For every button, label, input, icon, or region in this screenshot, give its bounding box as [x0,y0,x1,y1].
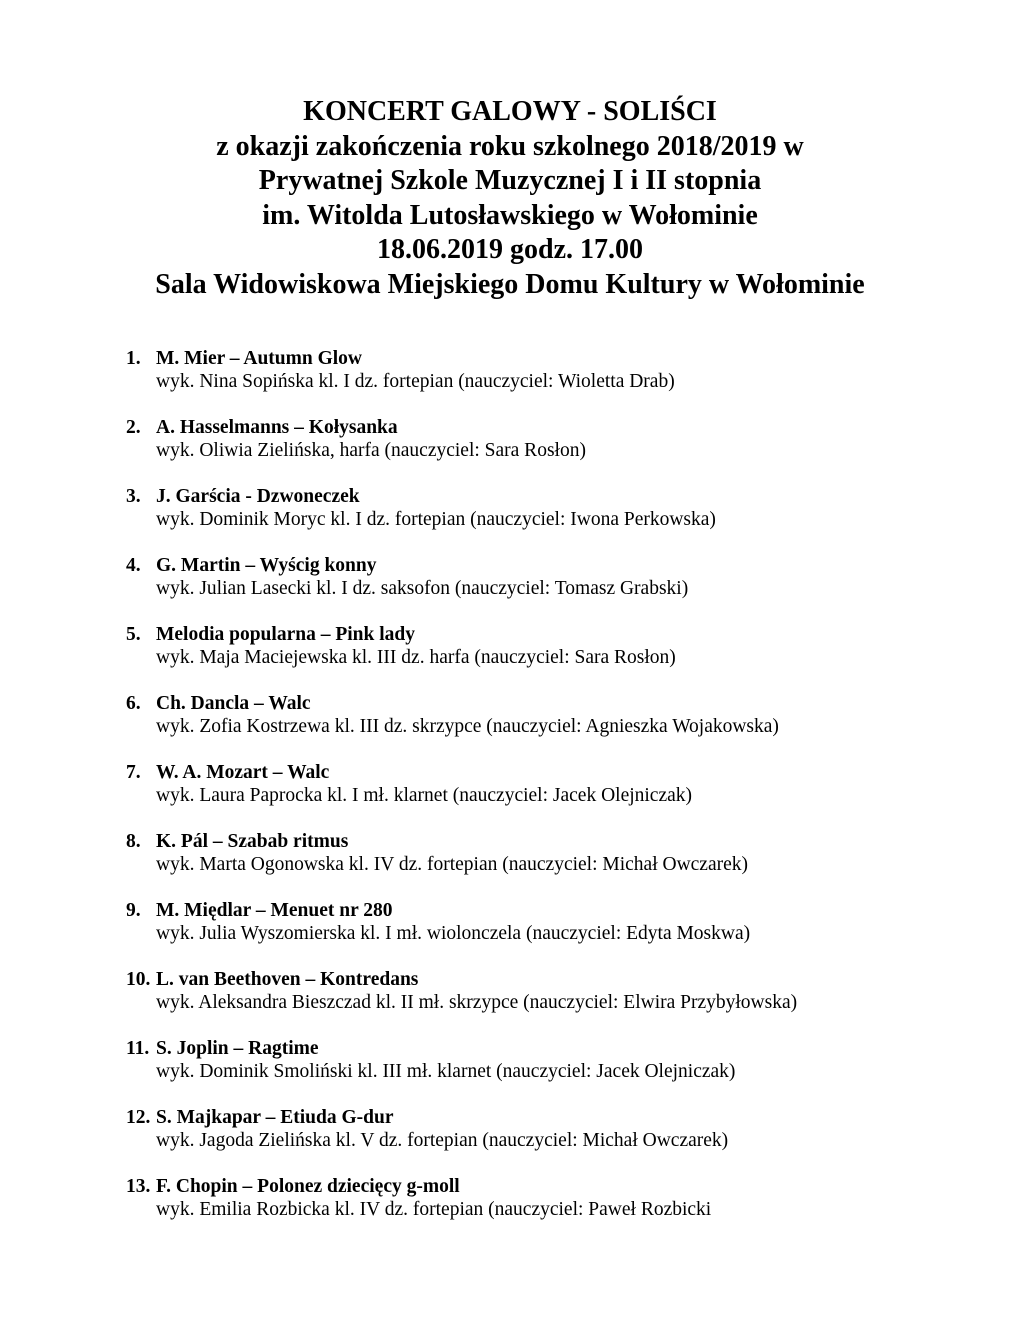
program-item [126,554,986,623]
item-number: 4. [126,555,141,576]
concert-header [0,95,1020,302]
item-performer: wyk. Julian Lasecki kl. I dz. saksofon (nauczyciel: Tomasz Grabski) [156,578,689,599]
program-item [126,1106,986,1175]
item-title: J. Garścia - Dzwoneczek [156,486,360,507]
program-item [126,485,986,554]
item-title: W. A. Mozart – Walc [156,762,330,783]
item-title: G. Martin – Wyścig konny [156,555,377,576]
item-title: M. Mier – Autumn Glow [156,348,363,369]
item-title: F. Chopin – Polonez dziecięcy g-moll [156,1176,460,1197]
item-number: 12. [126,1107,151,1128]
program-item [126,968,986,1037]
item-title: S. Joplin – Ragtime [156,1038,319,1059]
item-title: Ch. Dancla – Walc [156,693,311,714]
item-performer: wyk. Maja Maciejewska kl. III dz. harfa (nauczyciel: Sara Rosłon) [156,647,676,668]
item-performer: wyk. Aleksandra Bieszczad kl. II mł. skrzypce (nauczyciel: Elwira Przybyłowska) [156,992,798,1013]
item-performer: wyk. Julia Wyszomierska kl. I mł. wiolonczela (nauczyciel: Edyta Moskwa) [156,923,751,944]
item-title: Melodia popularna – Pink lady [156,624,415,645]
program-item [126,692,986,761]
item-title: A. Hasselmanns – Kołysanka [156,417,398,438]
item-number: 9. [126,900,141,921]
program-list [126,347,986,1244]
item-title: L. van Beethoven – Kontredans [156,969,419,990]
item-number: 6. [126,693,141,714]
program-item [126,347,986,416]
header-date-time: 18.06.2019 godz. 17.00 [377,234,643,265]
item-title: K. Pál – Szabab ritmus [156,831,349,852]
item-performer: wyk. Emilia Rozbicka kl. IV dz. fortepian (nauczyciel: Paweł Rozbicki [156,1199,712,1220]
item-performer: wyk. Laura Paprocka kl. I mł. klarnet (nauczyciel: Jacek Olejniczak) [156,785,693,806]
item-number: 2. [126,417,141,438]
item-performer: wyk. Dominik Moryc kl. I dz. fortepian (nauczyciel: Iwona Perkowska) [156,509,716,530]
item-performer: wyk. Zofia Kostrzewa kl. III dz. skrzypce (nauczyciel: Agnieszka Wojakowska) [156,716,779,737]
header-school-patron: im. Witolda Lutosławskiego w Wołominie [262,199,758,231]
header-occasion: z okazji zakończenia roku szkolnego 2018/2019 w [216,130,804,162]
item-performer: wyk. Oliwia Zielińska, harfa (nauczyciel: Sara Rosłon) [156,440,586,461]
program-item [126,899,986,968]
program-item [126,830,986,899]
program-item [126,416,986,485]
header-school: Prywatnej Szkole Muzycznej I i II stopnia [258,165,762,196]
program-item [126,1037,986,1106]
item-performer: wyk. Dominik Smoliński kl. III mł. klarnet (nauczyciel: Jacek Olejniczak) [156,1061,736,1082]
item-number: 1. [126,348,141,369]
item-number: 5. [126,624,141,645]
item-number: 11. [126,1038,150,1059]
header-venue: Sala Widowiskowa Miejskiego Domu Kultury w Wołominie [155,268,865,300]
item-number: 8. [126,831,141,852]
item-number: 13. [126,1176,151,1197]
program-item [126,761,986,830]
item-performer: wyk. Marta Ogonowska kl. IV dz. fortepian (nauczyciel: Michał Owczarek) [156,854,749,875]
program-item [126,623,986,692]
item-number: 3. [126,486,141,507]
program-item [126,1175,986,1244]
header-title: KONCERT GALOWY - SOLIŚCI [303,96,717,127]
item-number: 7. [126,762,141,783]
item-title: M. Międlar – Menuet nr 280 [156,900,393,921]
item-performer: wyk. Jagoda Zielińska kl. V dz. fortepian (nauczyciel: Michał Owczarek) [156,1130,729,1151]
item-performer: wyk. Nina Sopińska kl. I dz. fortepian (nauczyciel: Wioletta Drab) [156,371,675,392]
item-number: 10. [126,969,151,990]
item-title: S. Majkapar – Etiuda G-dur [156,1107,394,1128]
